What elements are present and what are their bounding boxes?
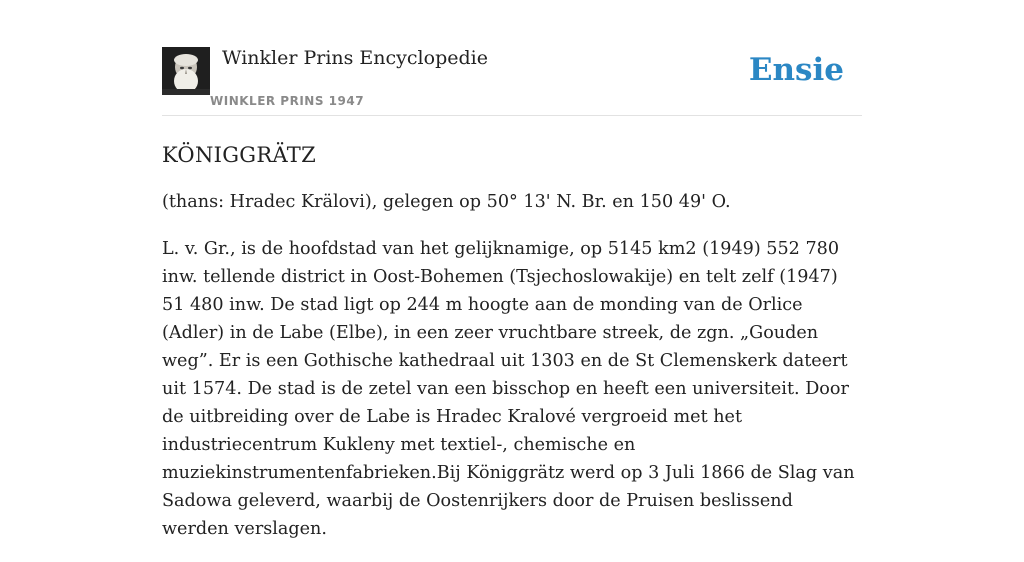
entry-paragraph: (thans: Hradec Krälovi), gelegen op 50° 13' N. Br. en 150 49' O. xyxy=(162,192,731,212)
entry-content xyxy=(162,140,862,562)
portrait-avatar-icon[interactable] xyxy=(162,47,210,95)
brand-logo[interactable]: Ensie xyxy=(748,52,844,88)
entry-paragraph: L. v. Gr., is de hoofdstad van het gelijknamige, op 5145 km2 (1949) 552 780 inw. tellende district in Oost-Bohemen (Tsjechoslowakije) en telt zelf (1947) 51 480 inw. De stad ligt op 244 m hoogte aan de monding van de Orlice (Adler) in de Labe (Elbe), in een zeer vruchtbare streek, de zgn. „Gouden weg”. Er is een Gothische kathedraal uit 1303 en de St Clemenskerk dateert uit 1574. De stad is de zetel van een bisschop en heeft een universiteit. Door de uitbreiding over de Labe is Hradec Kralové vergroeid met het industriecentrum Kukleny met textiel-, chemische en muziekinstrumentenfabrieken.Bij Königgrätz werd op 3 Juli 1866 de Slag van Sadowa geleverd, waarbij de Oostenrijkers door de Pruisen beslissend werden verslagen. xyxy=(162,239,855,539)
source-header xyxy=(162,46,862,116)
entry-title: KÖNIGGRÄTZ xyxy=(162,143,316,167)
source-subtitle: WINKLER PRINS 1947 xyxy=(210,94,365,108)
source-title[interactable]: Winkler Prins Encyclopedie xyxy=(222,47,488,69)
